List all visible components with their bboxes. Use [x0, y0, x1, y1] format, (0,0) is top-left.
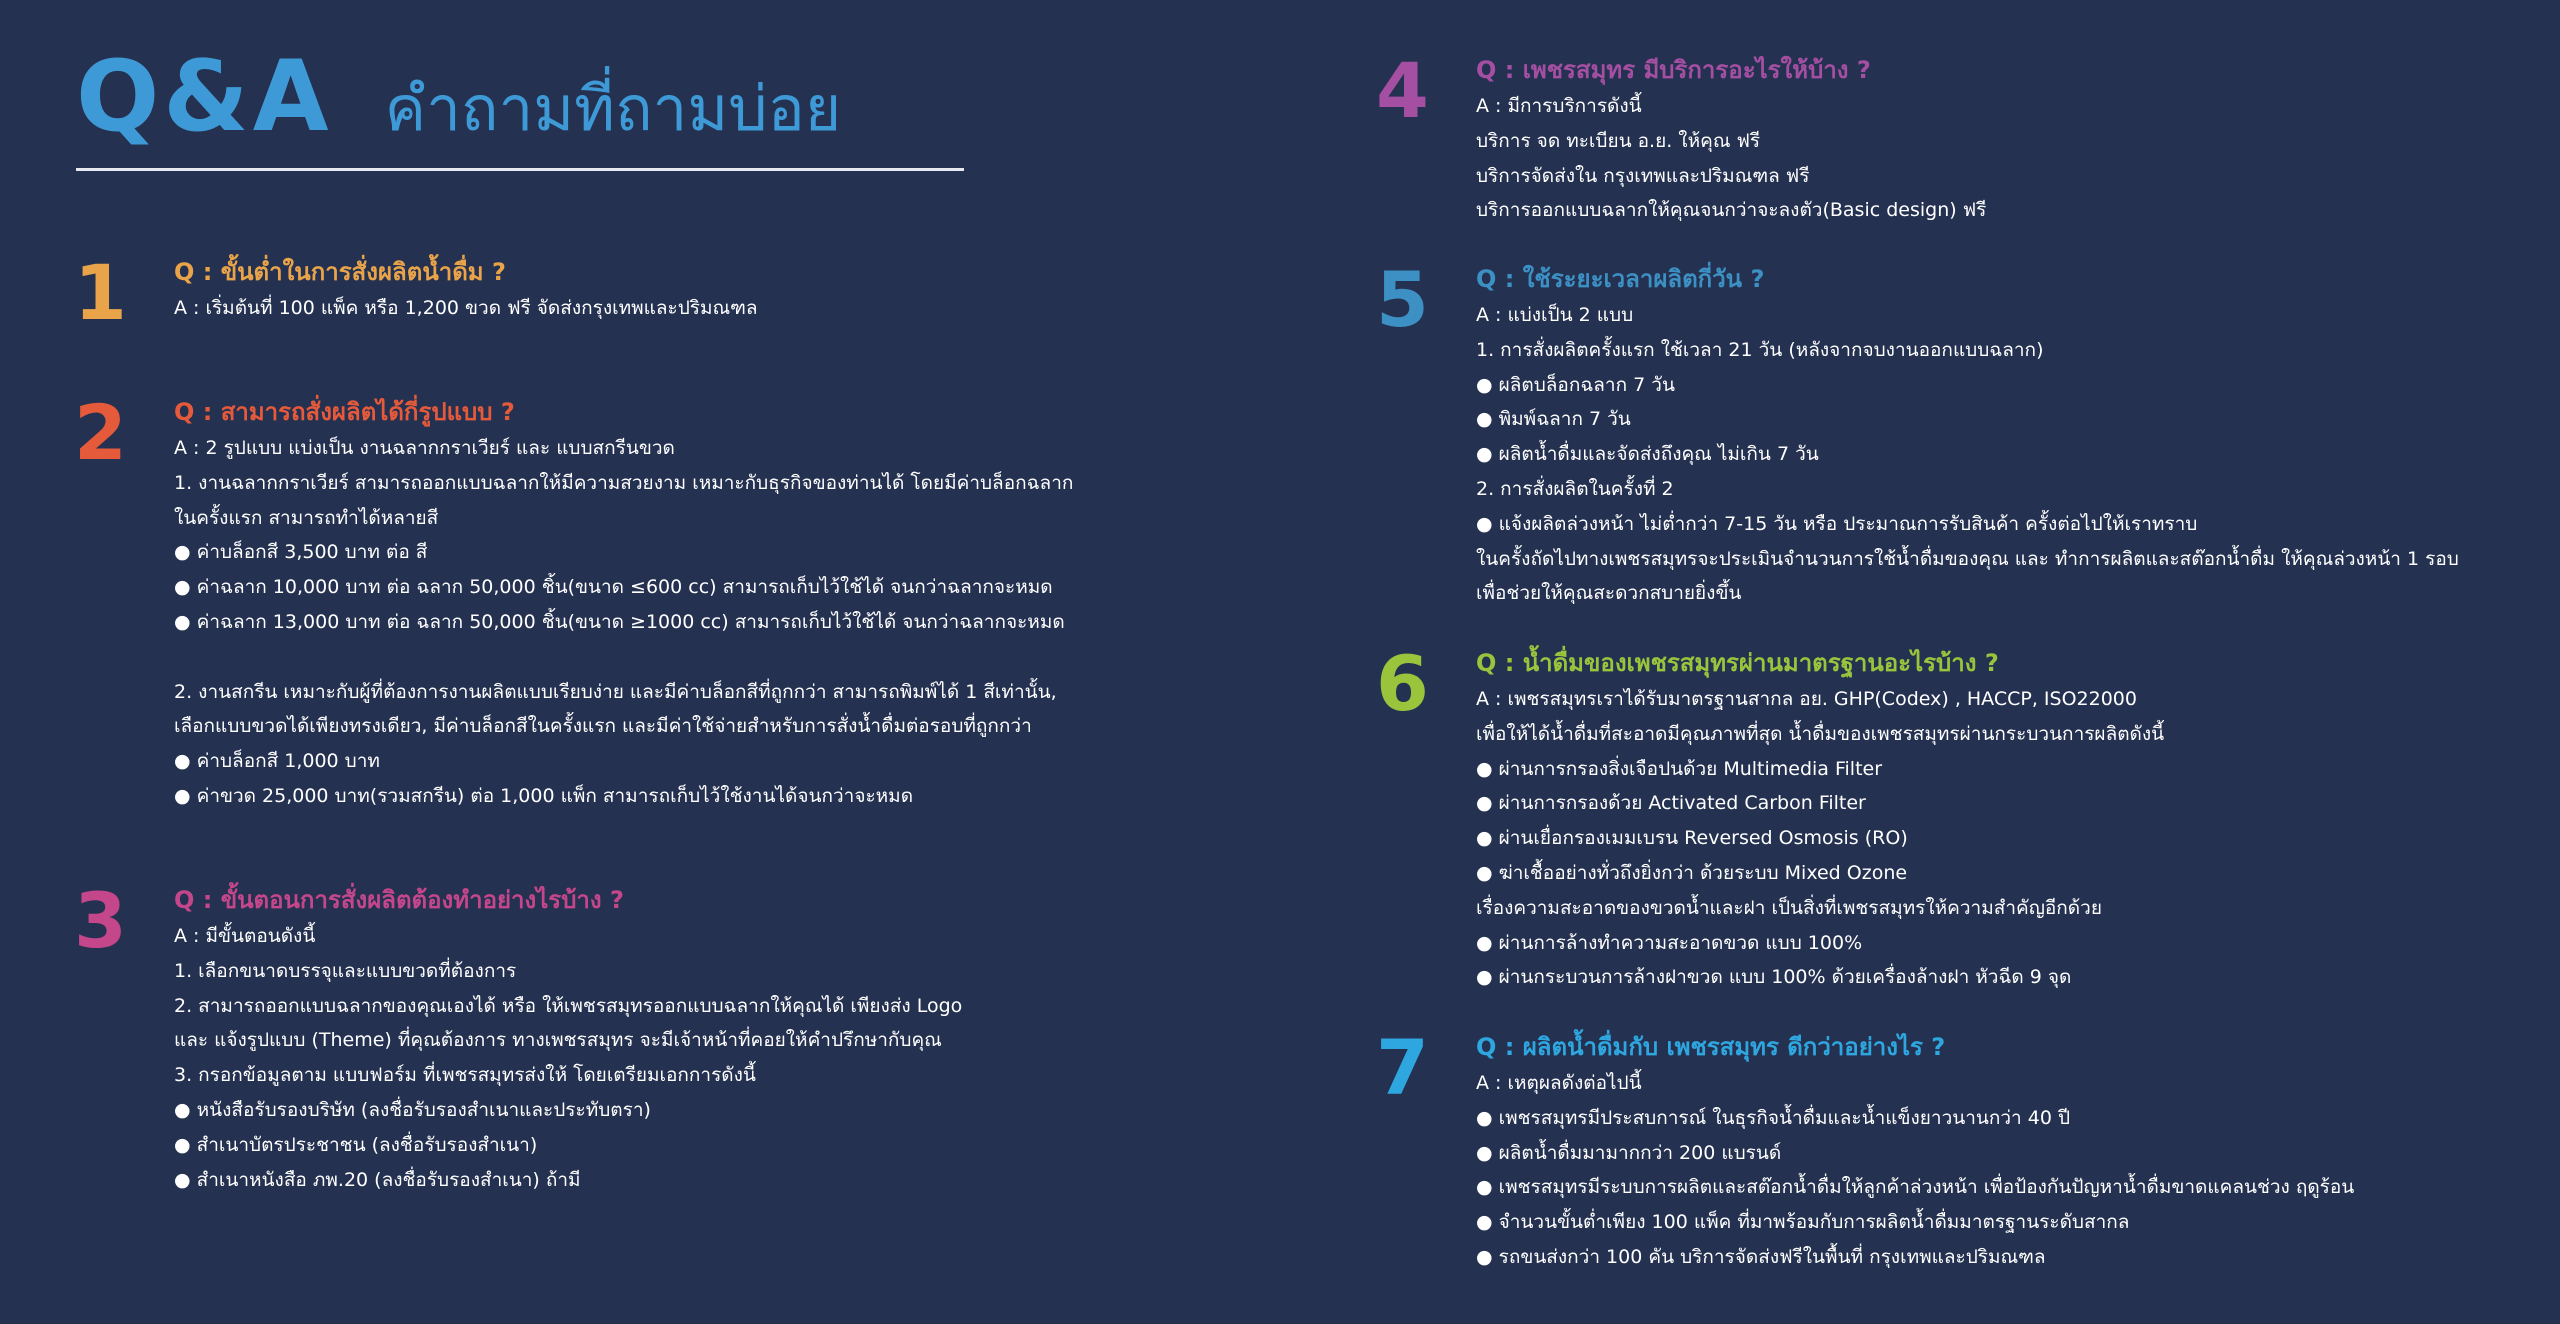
question-text: Q : น้ำดื่มของเพชรสมุทรผ่านมาตรฐานอะไรบ้าง ?: [1476, 649, 1999, 677]
answer-line: ● เพชรสมุทรมีประสบการณ์ ในธุรกิจน้ำดื่มและน้ำแข็งยาวนานกว่า 40 ปี: [1476, 1106, 2071, 1129]
answer-line: ● พิมพ์ฉลาก 7 วัน: [1476, 408, 1631, 431]
answer-line: ● ผ่านการล้างทำความสะอาดขวด แบบ 100%: [1476, 931, 1863, 954]
item-number: 1: [74, 248, 127, 337]
item-content: [174, 255, 758, 326]
question-text: Q : ขั้นตอนการสั่งผลิตต้องทำอย่างไรบ้าง ?: [174, 886, 624, 914]
answer-line: ● ผ่านการกรองด้วย Activated Carbon Filter: [1476, 792, 1866, 815]
answer-line: ● สำเนาหนังสือ ภพ.20 (ลงชื่อรับรองสำเนา) ถ้ามี: [174, 1168, 581, 1191]
answer-line: A : มีขั้นตอนดังนี้: [174, 925, 316, 947]
question-text: Q : สามารถสั่งผลิตได้กี่รูปแบบ ?: [174, 398, 515, 426]
item-content: [1476, 646, 2164, 995]
answer-line: A : แบ่งเป็น 2 แบบ: [1476, 304, 1634, 326]
answer-line: 2. สามารถออกแบบฉลากของคุณเองได้ หรือ ให้เพชรสมุทรออกแบบฉลากให้คุณได้ เพียงส่ง Logo: [174, 994, 963, 1017]
answer-line: 1. งานฉลากกราเวียร์ สามารถออกแบบฉลากให้มีความสวยงาม เหมาะกับธุรกิจของท่านได้ โดยมีค่าบล็อกฉลาก: [174, 471, 1074, 494]
answer-line: ในครั้งแรก สามารถทำได้หลายสี: [174, 506, 439, 529]
answer-line: 1. เลือกขนาดบรรจุและแบบขวดที่ต้องการ: [174, 959, 517, 982]
answer-line: ● แจ้งผลิตล่วงหน้า ไม่ต่ำกว่า 7-15 วัน หรือ ประมาณการรับสินค้า ครั้งต่อไปให้เราทราบ: [1476, 512, 2198, 535]
answer-line: ● จำนวนขั้นต่ำเพียง 100 แพ็ค ที่มาพร้อมกับการผลิตน้ำดื่มมาตรฐานระดับสากล: [1476, 1211, 2130, 1234]
answer-line: ● สำเนาบัตรประชาชน (ลงชื่อรับรองสำเนา): [174, 1133, 538, 1156]
answer-line: ● ค่าบล็อกสี 1,000 บาท: [174, 750, 380, 773]
answer-line: A : มีการบริการดังนี้: [1476, 95, 1642, 117]
answer-line: A : เพชรสมุทรเราได้รับมาตรฐานสากล อย. GHP(Codex) , HACCP, ISO22000: [1476, 688, 2137, 710]
answer-line: บริการ จด ทะเบียน อ.ย. ให้คุณ ฟรี: [1476, 129, 1761, 152]
answer-line: ● ฆ่าเชื้ออย่างทั่วถึงยิ่งกว่า ด้วยระบบ Mixed Ozone: [1476, 861, 1908, 884]
item-content: [174, 395, 1073, 814]
answer-line: ● ผลิตน้ำดื่มและจัดส่งถึงคุณ ไม่เกิน 7 วัน: [1476, 443, 1819, 466]
page-title: Q&A: [76, 40, 333, 154]
answer-line: ● เพชรสมุทรมีระบบการผลิตและสต๊อกน้ำดื่มให้ลูกค้าล่วงหน้า เพื่อป้องกันปัญหาน้ำดื่มขาดแคลนช่วง ฤดูร้อน: [1476, 1176, 2355, 1199]
answer-line: ● ผ่านการกรองสิ่งเจือปนด้วย Multimedia Filter: [1476, 757, 1883, 780]
question-text: Q : ผลิตน้ำดื่มกับ เพชรสมุทร ดีกว่าอย่างไร ?: [1476, 1033, 1946, 1061]
item-content: [1476, 1030, 2354, 1275]
answer-line: บริการจัดส่งใน กรุงเทพและปริมณฑล ฟรี: [1476, 164, 1810, 187]
answer-line: 3. กรอกข้อมูลตาม แบบฟอร์ม ที่เพชรสมุทรส่งให้ โดยเตรียมเอกการดังนี้: [174, 1064, 756, 1087]
paragraph-gap: [174, 640, 1073, 675]
item-number: 4: [1376, 46, 1429, 135]
answer-line: ● ค่าฉลาก 13,000 บาท ต่อ ฉลาก 50,000 ชิ้น(ขนาด ≥1000 cc) สามารถเก็บไว้ใช้ได้ จนกว่าฉลากจะหมด: [174, 610, 1065, 633]
answer-line: 1. การสั่งผลิตครั้งแรก ใช้เวลา 21 วัน (หลังจากจบงานออกแบบฉลาก): [1476, 338, 2044, 361]
question-text: Q : เพชรสมุทร มีบริการอะไรให้บ้าง ?: [1476, 56, 1871, 84]
answer-line: ● รถขนส่งกว่า 100 คัน บริการจัดส่งฟรีในพื้นที่ กรุงเทพและปริมณฑล: [1476, 1245, 2046, 1268]
answer-line: และ แจ้งรูปแบบ (Theme) ที่คุณต้องการ ทางเพชรสมุทร จะมีเจ้าหน้าที่คอยให้คำปรึกษากับคุณ: [174, 1029, 942, 1052]
item-number: 3: [74, 876, 127, 965]
answer-line: ● ค่าฉลาก 10,000 บาท ต่อ ฉลาก 50,000 ชิ้น(ขนาด ≤600 cc) สามารถเก็บไว้ใช้ได้ จนกว่าฉลากจะหมด: [174, 576, 1053, 599]
answer-line: เพื่อให้ได้น้ำดื่มที่สะอาดมีคุณภาพที่สุด น้ำดื่มของเพชรสมุทรผ่านกระบวนการผลิตดังนี้: [1476, 722, 2165, 745]
item-content: [174, 883, 962, 1197]
item-number: 2: [74, 388, 127, 477]
answer-line: เลือกแบบขวดได้เพียงทรงเดียว, มีค่าบล็อกสีในครั้งแรก และมีค่าใช้จ่ายสำหรับการสั่งน้ำดื่มต่อรอบที่ถูกกว่า: [174, 715, 1032, 738]
answer-line: ● ผลิตบล็อกฉลาก 7 วัน: [1476, 373, 1675, 396]
answer-line: 2. งานสกรีน เหมาะกับผู้ที่ต้องการงานผลิตแบบเรียบง่าย และมีค่าบล็อกสีที่ถูกกว่า สามารถพิมพ์ได้ 1 สีเท่านั้น,: [174, 680, 1057, 703]
answer-line: A : 2 รูปแบบ แบ่งเป็น งานฉลากกราเวียร์ และ แบบสกรีนขวด: [174, 437, 675, 459]
question-text: Q : ใช้ระยะเวลาผลิตกี่วัน ?: [1476, 265, 1765, 293]
answer-line: เรื่องความสะอาดของขวดน้ำและฝา เป็นสิ่งที่เพชรสมุทรให้ความสำคัญอีกด้วย: [1476, 896, 2102, 919]
answer-line: ● ค่าบล็อกสี 3,500 บาท ต่อ สี: [174, 541, 428, 564]
answer-line: ● ผลิตน้ำดื่มมามากกว่า 200 แบรนด์: [1476, 1141, 1782, 1164]
item-number: 5: [1376, 255, 1429, 344]
answer-line: ● ผ่านกระบวนการล้างฝาขวด แบบ 100% ด้วยเครื่องล้างฝา หัวฉีด 9 จุด: [1476, 966, 2072, 989]
title-divider: [76, 168, 964, 171]
answer-line: 2. การสั่งผลิตในครั้งที่ 2: [1476, 477, 1674, 500]
page-subtitle: คำถามที่ถามบ่อย: [384, 72, 842, 145]
item-content: [1476, 53, 1986, 228]
answer-line: A : เหตุผลดังต่อไปนี้: [1476, 1072, 1642, 1094]
answer-line: บริการออกแบบฉลากให้คุณจนกว่าจะลงตัว(Basic design) ฟรี: [1476, 199, 1987, 222]
page-header: [76, 40, 841, 158]
question-text: Q : ขั้นต่ำในการสั่งผลิตน้ำดื่ม ?: [174, 258, 506, 286]
answer-line: A : เริ่มต้นที่ 100 แพ็ค หรือ 1,200 ขวด ฟรี จัดส่งกรุงเทพและปริมณฑล: [174, 297, 758, 319]
answer-line: เพื่อช่วยให้คุณสะดวกสบายยิ่งขึ้น: [1476, 582, 1742, 605]
item-number: 7: [1376, 1023, 1429, 1112]
answer-line: ● หนังสือรับรองบริษัท (ลงชื่อรับรองสำเนาและประทับตรา): [174, 1098, 651, 1121]
item-content: [1476, 262, 2459, 611]
item-number: 6: [1376, 639, 1429, 728]
answer-line: ในครั้งถัดไปทางเพชรสมุทรจะประเมินจำนวนการใช้น้ำดื่มของคุณ และ ทำการผลิตและสต๊อกน้ำดื่ม ให้คุณล่วงหน้า 1 รอบ: [1476, 547, 2459, 570]
answer-line: ● ผ่านเยื่อกรองเมมเบรน Reversed Osmosis (RO): [1476, 827, 1908, 850]
answer-line: ● ค่าขวด 25,000 บาท(รวมสกรีน) ต่อ 1,000 แพ็ก สามารถเก็บไว้ใช้งานได้จนกว่าจะหมด: [174, 784, 914, 807]
